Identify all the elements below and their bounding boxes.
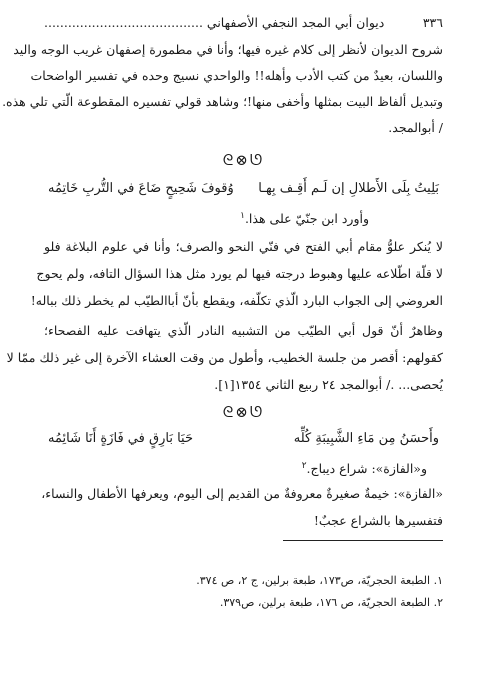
verse-2	[44, 428, 443, 450]
body-line-8: العروضي إلى الجواب البارد الّذي تكلّفه، ويقطع بأنّ أباالطيّب لم يخطر ذلك بباله!	[30, 293, 443, 308]
body-line-10: كقولهم: أقصر من جلسة الخطيب، وأطول من وقت العشاء الآخرة إلى غير ذلك ممّا لا	[6, 350, 443, 365]
footnote-1: ١. الطبعة الحجريّة، ص١٧٣، طبعة برلين، ج ٢، ص ٣٧٤.	[196, 574, 443, 587]
body-line-9: وظاهرٌ أنّ قول أبي الطيّب من التشبيه النادر الّذي يتهافت عليه الفصحاء؛	[44, 323, 443, 338]
body-line-6: لا يُنكر علوُّ مقام أبي الفتح في فنّي النحو والصرف؛ وأنا في علوم البلاغة فلو	[44, 239, 443, 254]
section-ornament: ᘓ⊗ᘎ	[222, 151, 265, 169]
footnote-2: ٢. الطبعة الحجريّة، ص ١٧٦، طبعة برلين، ص٣٧٩.	[219, 596, 443, 609]
body-line-1: شروح الديوان لأنظر إلى كلام غيره فيها؛ وأنا في مطمورة إصفهان غريب الوجه واليد	[13, 42, 443, 57]
footnote-ref-1: ١	[240, 211, 245, 221]
section-ornament-2: ᘓ⊗ᘎ	[222, 403, 265, 421]
verse-1-note-text: وأورد ابن جنّيّ على هذا.	[244, 211, 369, 227]
footnote-separator	[283, 540, 443, 541]
verse-2-note-text: و«الفازة»: شراع ديباج.	[306, 461, 427, 477]
verse-1	[44, 178, 443, 200]
verse-1-note	[44, 206, 369, 229]
body-line-4: / أبوالمجد.	[388, 120, 443, 135]
verse-2-first-hemistich: وأَحسَنُ مِن مَاءِ الشَّبِيبَةِ كُلِّه	[293, 431, 439, 446]
body-line-13: «الفازة»: خيمةٌ صغيرةٌ معروفةٌ من القديم إلى اليوم، ويعرفها الأطفال والنساء،	[41, 486, 443, 501]
verse-2-second-hemistich: حَيَا بَارِقٍ في فَازَةٍ أَنَا شَائِمُه	[48, 431, 193, 446]
page-number: ٣٣٦	[422, 15, 443, 30]
body-line-11: يُحصى... ./ أبوالمجد ٢٤ ربيع الثاني ١٣٥٤[١].	[214, 377, 443, 392]
body-line-14: فتفسيرها بالشراع عجبٌ!	[313, 513, 443, 528]
body-line-2: واللسان، بعيدٌ من كتب الأدب وأهله!! والواحدي نسيج وحده في تفسير الواضحات	[30, 68, 443, 83]
verse-1-first-hemistich: بَلِيتُ بِلَى الأَطلالِ إن لَـم أَقِـف بِهـا	[258, 181, 439, 196]
verse-1-second-hemistich: وُقوفَ شَحِيحٍ ضَاعَ في التُّربِ خَاتِمُه	[48, 181, 234, 196]
body-line-7: لا قلّة اطّلاعه عليها وهبوط درجته فيها لم يورد مثل هذا السؤال التافه، ولم يحوج	[36, 266, 443, 281]
page-header	[44, 14, 443, 32]
verse-2-note	[44, 456, 427, 479]
footnote-ref-2: ٢	[301, 461, 307, 471]
running-title: ديوان أبي المجد النجفي الأصفهاني ........................................	[44, 15, 385, 30]
body-line-3: وتبديل ألفاظ البيت بمثلها وأخفى منها!؛ وشاهد قولي تفسيره المقطوعة الّتي تلي هذه.	[2, 94, 443, 109]
